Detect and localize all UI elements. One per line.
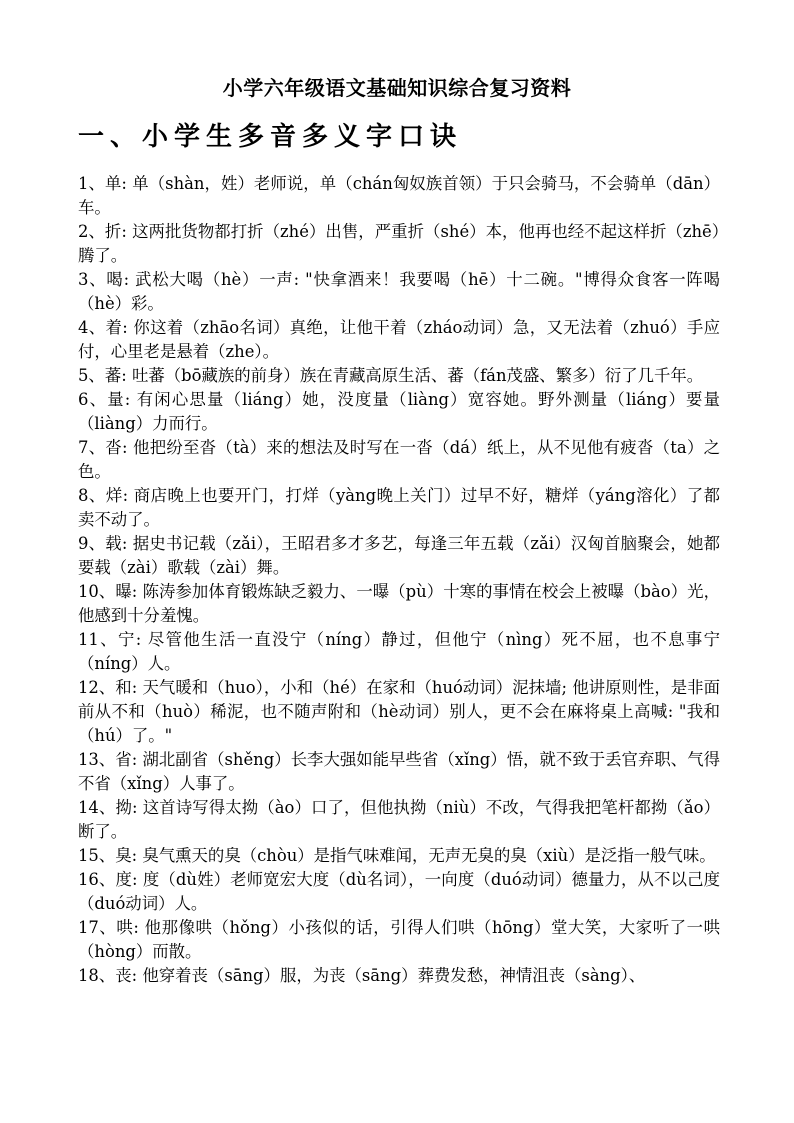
entry-item: 10、曝: 陈涛参加体育锻炼缺乏毅力、一曝（pù）十寒的事情在校会上被曝（bào）光，他感到十分羞愧。 bbox=[78, 582, 720, 625]
entry-item: 13、省: 湖北副省（shěng）长李大强如能早些省（xǐng）悟，就不致于丢官弃职、气得不省（xǐng）人事了。 bbox=[78, 750, 720, 793]
section-heading: 一、小学生多音多义字口诀 bbox=[78, 122, 463, 152]
entry-item: 4、着: 你这着（zhāo名词）真绝，让他干着（zháo动词）急，又无法着（zhuó）手应付，心里老是悬着（zhe）。 bbox=[78, 318, 720, 361]
entry-item: 2、折: 这两批货物都打折（zhé）出售，严重折（shé）本，他再也经不起这样折（zhē）腾了。 bbox=[78, 222, 720, 265]
entry-list bbox=[78, 172, 720, 988]
entry-item: 17、哄: 他那像哄（hǒng）小孩似的话，引得人们哄（hōng）堂大笑，大家听了一哄（hòng）而散。 bbox=[78, 918, 720, 961]
entry-item: 12、和: 天气暖和（huo），小和（hé）在家和（huó动词）泥抹墙; 他讲原则性，是非面前从不和（huò）稀泥，也不随声附和（hè动词）别人，更不会在麻将桌上高喊: "我和（hú）了。" bbox=[78, 678, 720, 745]
entry-item: 5、蕃: 吐蕃（bō藏族的前身）族在青藏高原生活、蕃（fán茂盛、繁多）衍了几千年。 bbox=[78, 366, 704, 385]
entry-item: 3、喝: 武松大喝（hè）一声: "快拿酒来！我要喝（hē）十二碗。"博得众食客一阵喝（hè）彩。 bbox=[78, 270, 720, 313]
entry-item: 1、单: 单（shàn，姓）老师说，单（chán匈奴族首领）于只会骑马，不会骑单（dān）车。 bbox=[78, 174, 720, 217]
entry-item: 18、丧: 他穿着丧（sāng）服，为丧（sāng）葬费发愁，神情沮丧（sàng）、 bbox=[78, 966, 646, 985]
entry-item: 11、宁: 尽管他生活一直没宁（níng）静过，但他宁（nìng）死不屈，也不息事宁（níng）人。 bbox=[78, 630, 720, 673]
entry-item: 15、臭: 臭气熏天的臭（chòu）是指气味难闻，无声无臭的臭（xiù）是泛指一般气味。 bbox=[78, 846, 716, 865]
entry-item: 9、载: 据史书记载（zǎi），王昭君多才多艺，每逢三年五载（zǎi）汉匈首脑聚会，她都要载（zài）歌载（zài）舞。 bbox=[78, 534, 720, 577]
entry-item: 7、沓: 他把纷至沓（tà）来的想法及时写在一沓（dá）纸上，从不见他有疲沓（ta）之色。 bbox=[78, 438, 720, 481]
entry-item: 8、烊: 商店晚上也要开门，打烊（yàng晚上关门）过早不好，糖烊（yáng溶化）了都卖不动了。 bbox=[78, 486, 720, 529]
entry-item: 14、拗: 这首诗写得太拗（ào）口了，但他执拗（niù）不改，气得我把笔杆都拗（ǎo）断了。 bbox=[78, 798, 720, 841]
entry-item: 16、度: 度（dù姓）老师宽宏大度（dù名词），一向度（duó动词）德量力，从不以己度（duó动词）人。 bbox=[78, 870, 720, 913]
entry-item: 6、量: 有闲心思量（liáng）她，没度量（liàng）宽容她。野外测量（liáng）要量（liàng）力而行。 bbox=[78, 390, 720, 433]
document-title: 小学六年级语文基础知识综合复习资料 bbox=[222, 76, 572, 100]
